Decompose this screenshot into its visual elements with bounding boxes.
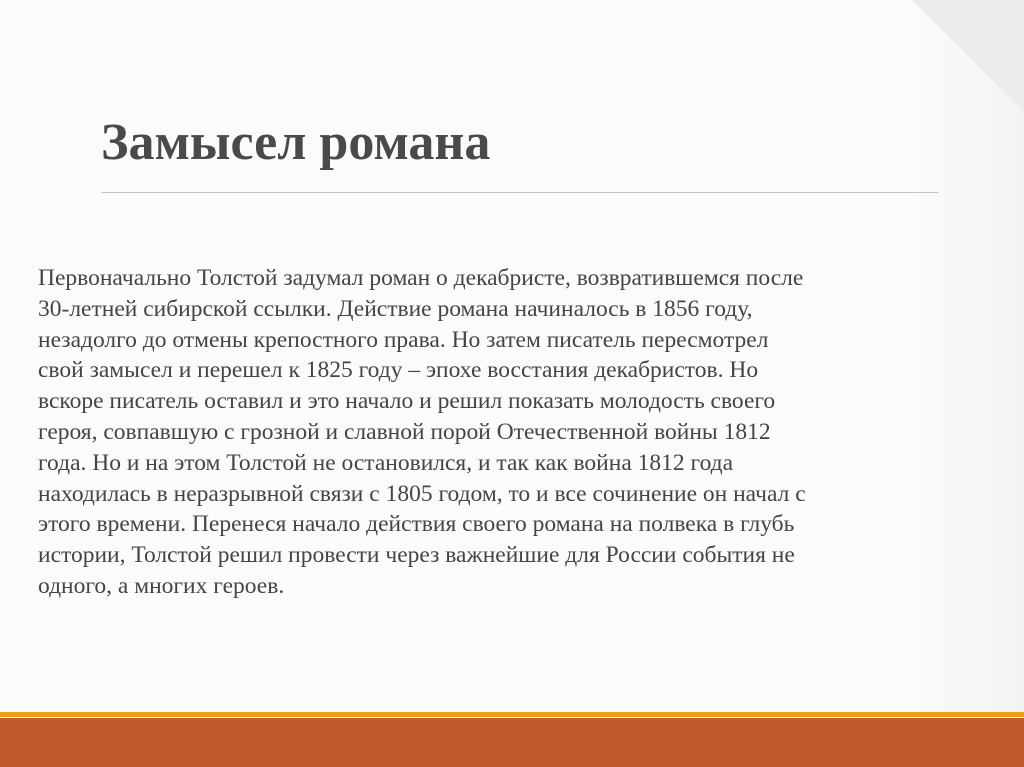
body-line: Первоначально Толстой задумал роман о декабристе, возвратившемся после <box>38 265 804 291</box>
title-divider <box>101 192 939 193</box>
body-line: вскоре писатель оставил и это начало и решил показать молодость своего <box>38 388 776 415</box>
body-line: этого времени. Перенеся начало действия своего романа на полвека в глубь <box>38 511 795 538</box>
corner-fold-decoration <box>912 0 1024 112</box>
body-line: героя, совпавшую с грозной и славной порой Отечественной войны 1812 <box>38 418 771 445</box>
body-line: находилась в неразрывной связи с 1805 годом, то и все сочинение он начал с <box>38 480 806 507</box>
slide-title: Замысел романа <box>101 114 491 171</box>
footer-band <box>0 718 1024 767</box>
body-line: одного, а многих героев. <box>38 572 285 599</box>
footer-accent-line <box>0 712 1024 717</box>
body-line: незадолго до отмены крепостного права. Но затем писатель пересмотрел <box>38 326 769 353</box>
body-line: года. Но и на этом Толстой не остановился, и так как война 1812 года <box>38 449 734 476</box>
slide-body-text <box>38 263 983 602</box>
body-line: свой замысел и перешел к 1825 году – эпохе восстания декабристов. Но <box>38 357 759 384</box>
body-line: 30-летней сибирской ссылки. Действие романа начиналось в 1856 году, <box>38 295 753 322</box>
body-line: истории, Толстой решил провести через важнейшие для России события не <box>38 542 795 569</box>
